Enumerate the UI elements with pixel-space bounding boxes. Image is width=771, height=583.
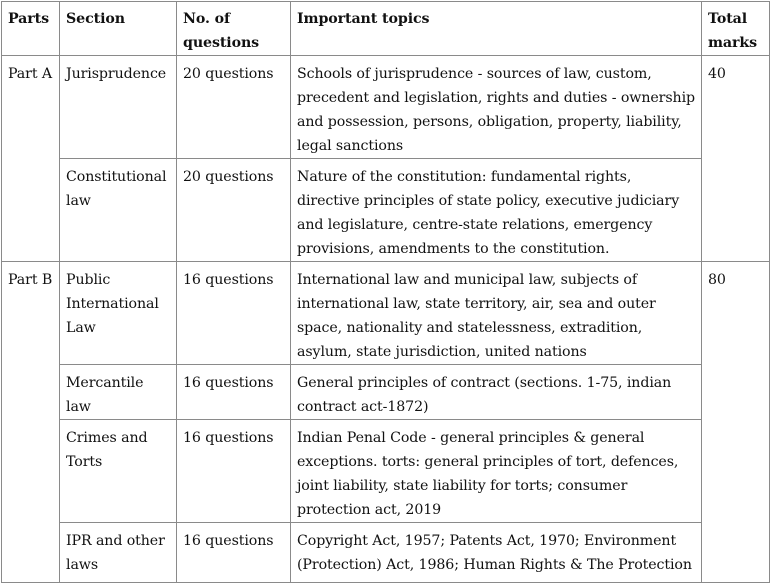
header-parts: Parts: [2, 2, 60, 56]
section-cell: Jurisprudence: [60, 56, 177, 159]
marks-cell: 80: [702, 262, 770, 583]
part-label: Part B: [2, 262, 60, 583]
marks-cell: 40: [702, 56, 770, 262]
topics-cell: General principles of contract (sections. 1-75, indian contract act-1872): [291, 365, 702, 420]
topics-cell: Indian Penal Code - general principles & general exceptions. torts: general principles of tort, defences, joint liability, state liability for torts; consumer protection act, 2019: [291, 420, 702, 523]
topics-cell: Copyright Act, 1957; Patents Act, 1970; Environment (Protection) Act, 1986; Human Rights & The Protection: [291, 523, 702, 583]
topics-cell: Nature of the constitution: fundamental rights, directive principles of state policy, executive judiciary and legislature, centre-state relations, emergency provisions, amendments to the constitution.: [291, 159, 702, 262]
section-cell: Crimes and Torts: [60, 420, 177, 523]
topics-cell: International law and municipal law, subjects of international law, state territory, air, sea and outer space, nationality and statelessness, extradition, asylum, state jurisdiction, united nations: [291, 262, 702, 365]
section-cell: Constitutional law: [60, 159, 177, 262]
table-row: [2, 159, 770, 262]
table-row: [2, 262, 770, 365]
part-label: Part A: [2, 56, 60, 262]
table-row: [2, 365, 770, 420]
header-row: [2, 2, 770, 56]
table-row: [2, 56, 770, 159]
topics-cell: Schools of jurisprudence - sources of law, custom, precedent and legislation, rights and duties - ownership and possession, persons, obligation, property, liability, legal sanctions: [291, 56, 702, 159]
section-cell: Public International Law: [60, 262, 177, 365]
section-cell: Mercantile law: [60, 365, 177, 420]
section-cell: IPR and other laws: [60, 523, 177, 583]
questions-cell: 16 questions: [177, 523, 291, 583]
table-row: [2, 420, 770, 523]
header-questions: No. of questions: [177, 2, 291, 56]
questions-cell: 16 questions: [177, 420, 291, 523]
table-header: [2, 2, 770, 56]
questions-cell: 20 questions: [177, 56, 291, 159]
syllabus-table: [1, 1, 770, 583]
table-row: [2, 523, 770, 583]
questions-cell: 20 questions: [177, 159, 291, 262]
header-topics: Important topics: [291, 2, 702, 56]
table-body: [2, 56, 770, 583]
header-marks: Total marks: [702, 2, 770, 56]
questions-cell: 16 questions: [177, 262, 291, 365]
questions-cell: 16 questions: [177, 365, 291, 420]
header-section: Section: [60, 2, 177, 56]
